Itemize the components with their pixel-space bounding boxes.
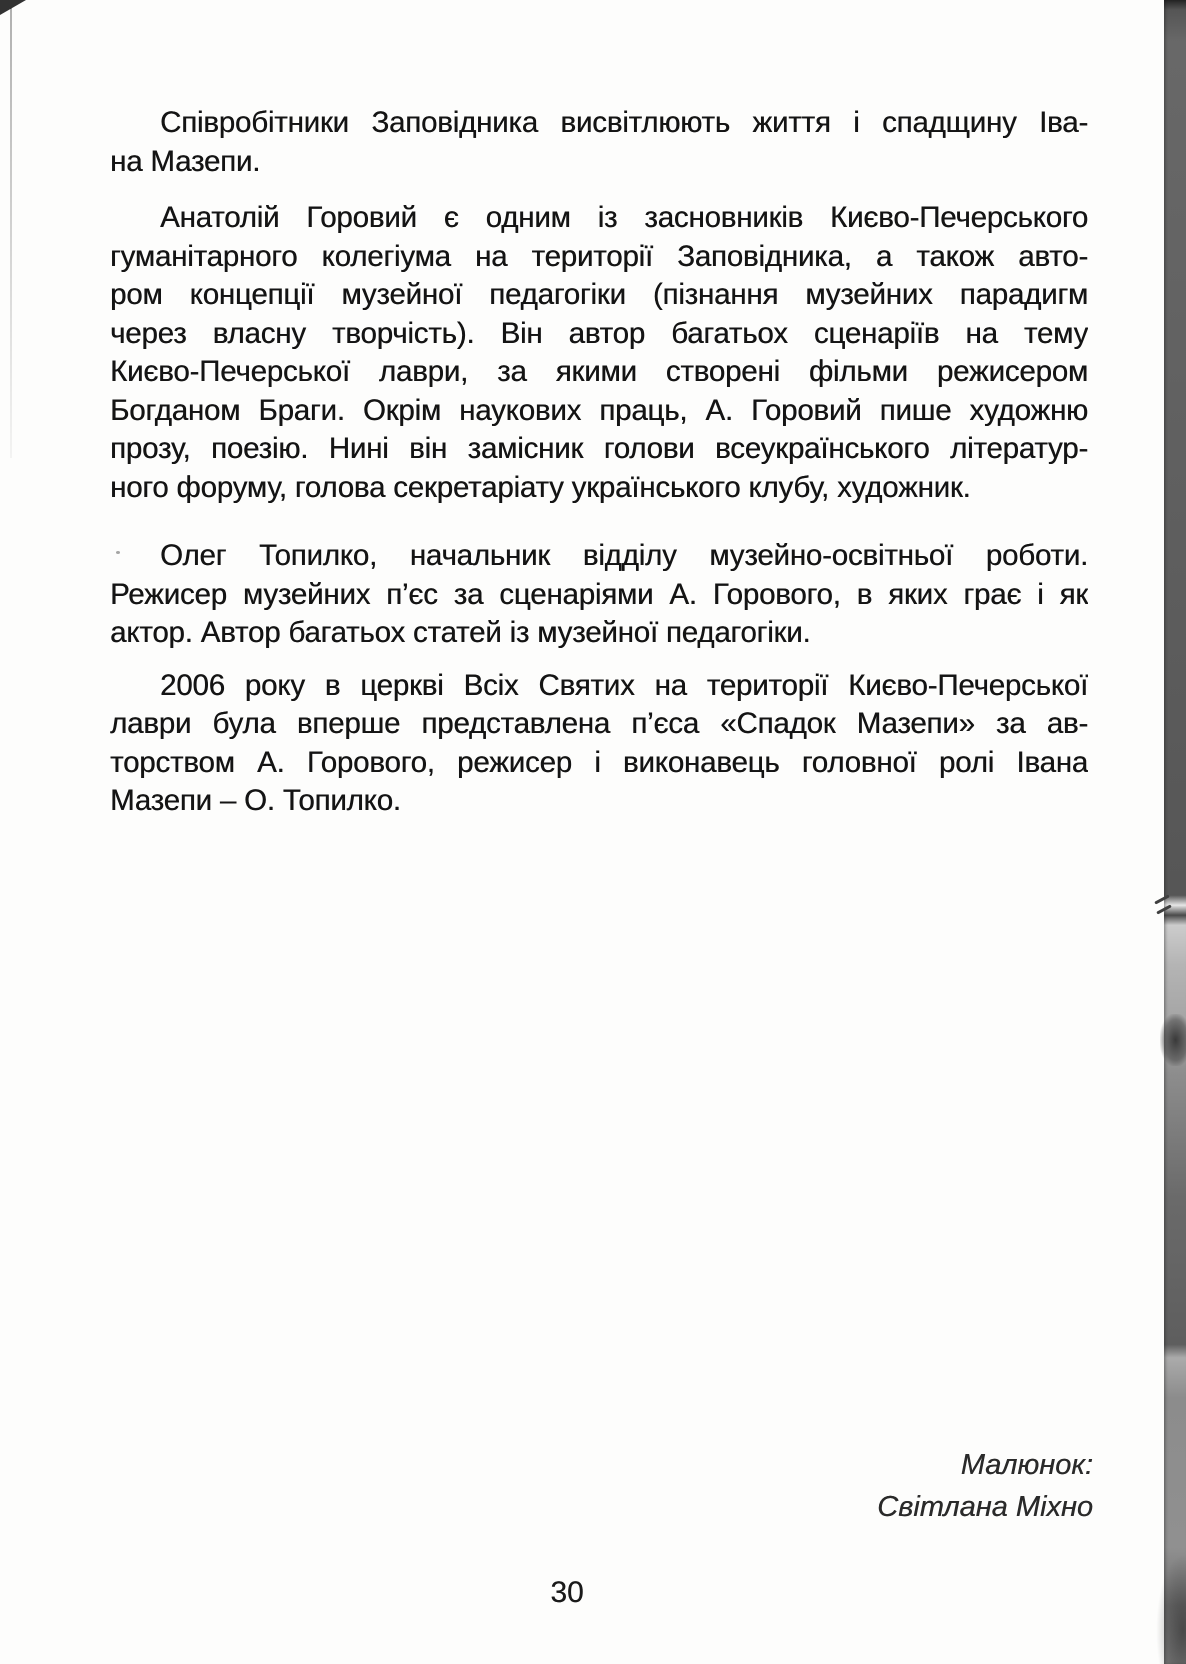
text-line: 2006 року в церкві Всіх Святих на території Києво-Печерської bbox=[160, 668, 1088, 702]
text-line: Мазепи – О. Топилко. bbox=[110, 784, 401, 817]
scan-line-artifact bbox=[10, 8, 12, 458]
credit-line: Малюнок: bbox=[960, 1449, 1093, 1481]
credit-line: Світлана Міхно bbox=[877, 1491, 1093, 1523]
page-number: 30 bbox=[550, 1576, 584, 1609]
text-line: гуманітарного колегіума на території Заповідника, а також авто- bbox=[110, 239, 1088, 273]
paragraph bbox=[110, 199, 1088, 507]
paragraph bbox=[110, 667, 1088, 821]
scan-dot-artifact bbox=[116, 551, 120, 554]
text-line: Співробітники Заповідника висвітлюють життя і спадщину Іва- bbox=[160, 106, 1088, 139]
text-line: лаври була вперше представлена п’єса «Спадок Мазепи» за ав- bbox=[110, 707, 1088, 740]
text-line: Києво-Печерської лаври, за якими створені фільми режисером bbox=[110, 355, 1088, 388]
text-line: ром концепції музейної педагогіки (пізнання музейних парадигм bbox=[110, 278, 1088, 311]
scan-blob-artifact bbox=[1160, 1014, 1186, 1066]
scan-smudge-artifact bbox=[1156, 1554, 1186, 1664]
scan-edge-band bbox=[1164, 0, 1186, 1664]
scan-corner-mark bbox=[0, 0, 26, 15]
text-line: Режисер музейних п’єс за сценаріями А. Горового, в яких грає і як bbox=[110, 577, 1088, 611]
paragraph bbox=[110, 537, 1088, 653]
text-column bbox=[110, 104, 1088, 839]
text-line: через власну творчість). Він автор багатьох сценаріїв на тему bbox=[110, 316, 1088, 350]
text-line: актор. Автор багатьох статей із музейної педагогіки. bbox=[110, 616, 811, 649]
text-line: Анатолій Горовий є одним із засновників Києво-Печерського bbox=[160, 201, 1088, 234]
illustration-credit bbox=[877, 1444, 1093, 1528]
text-line: прозу, поезію. Нині він замісник голови всеукраїнського літератур- bbox=[110, 432, 1088, 465]
text-line: Олег Топилко, начальник відділу музейно-освітньої роботи. bbox=[160, 539, 1088, 572]
paragraph bbox=[110, 104, 1088, 181]
text-line: Богданом Браги. Окрім наукових праць, А. Горовий пише художню bbox=[110, 393, 1088, 427]
text-line: ного форуму, голова секретаріату українського клубу, художник. bbox=[110, 470, 971, 504]
text-line: на Мазепи. bbox=[110, 144, 261, 178]
text-line: торством А. Горового, режисер і виконавець головної ролі Івана bbox=[110, 745, 1088, 779]
